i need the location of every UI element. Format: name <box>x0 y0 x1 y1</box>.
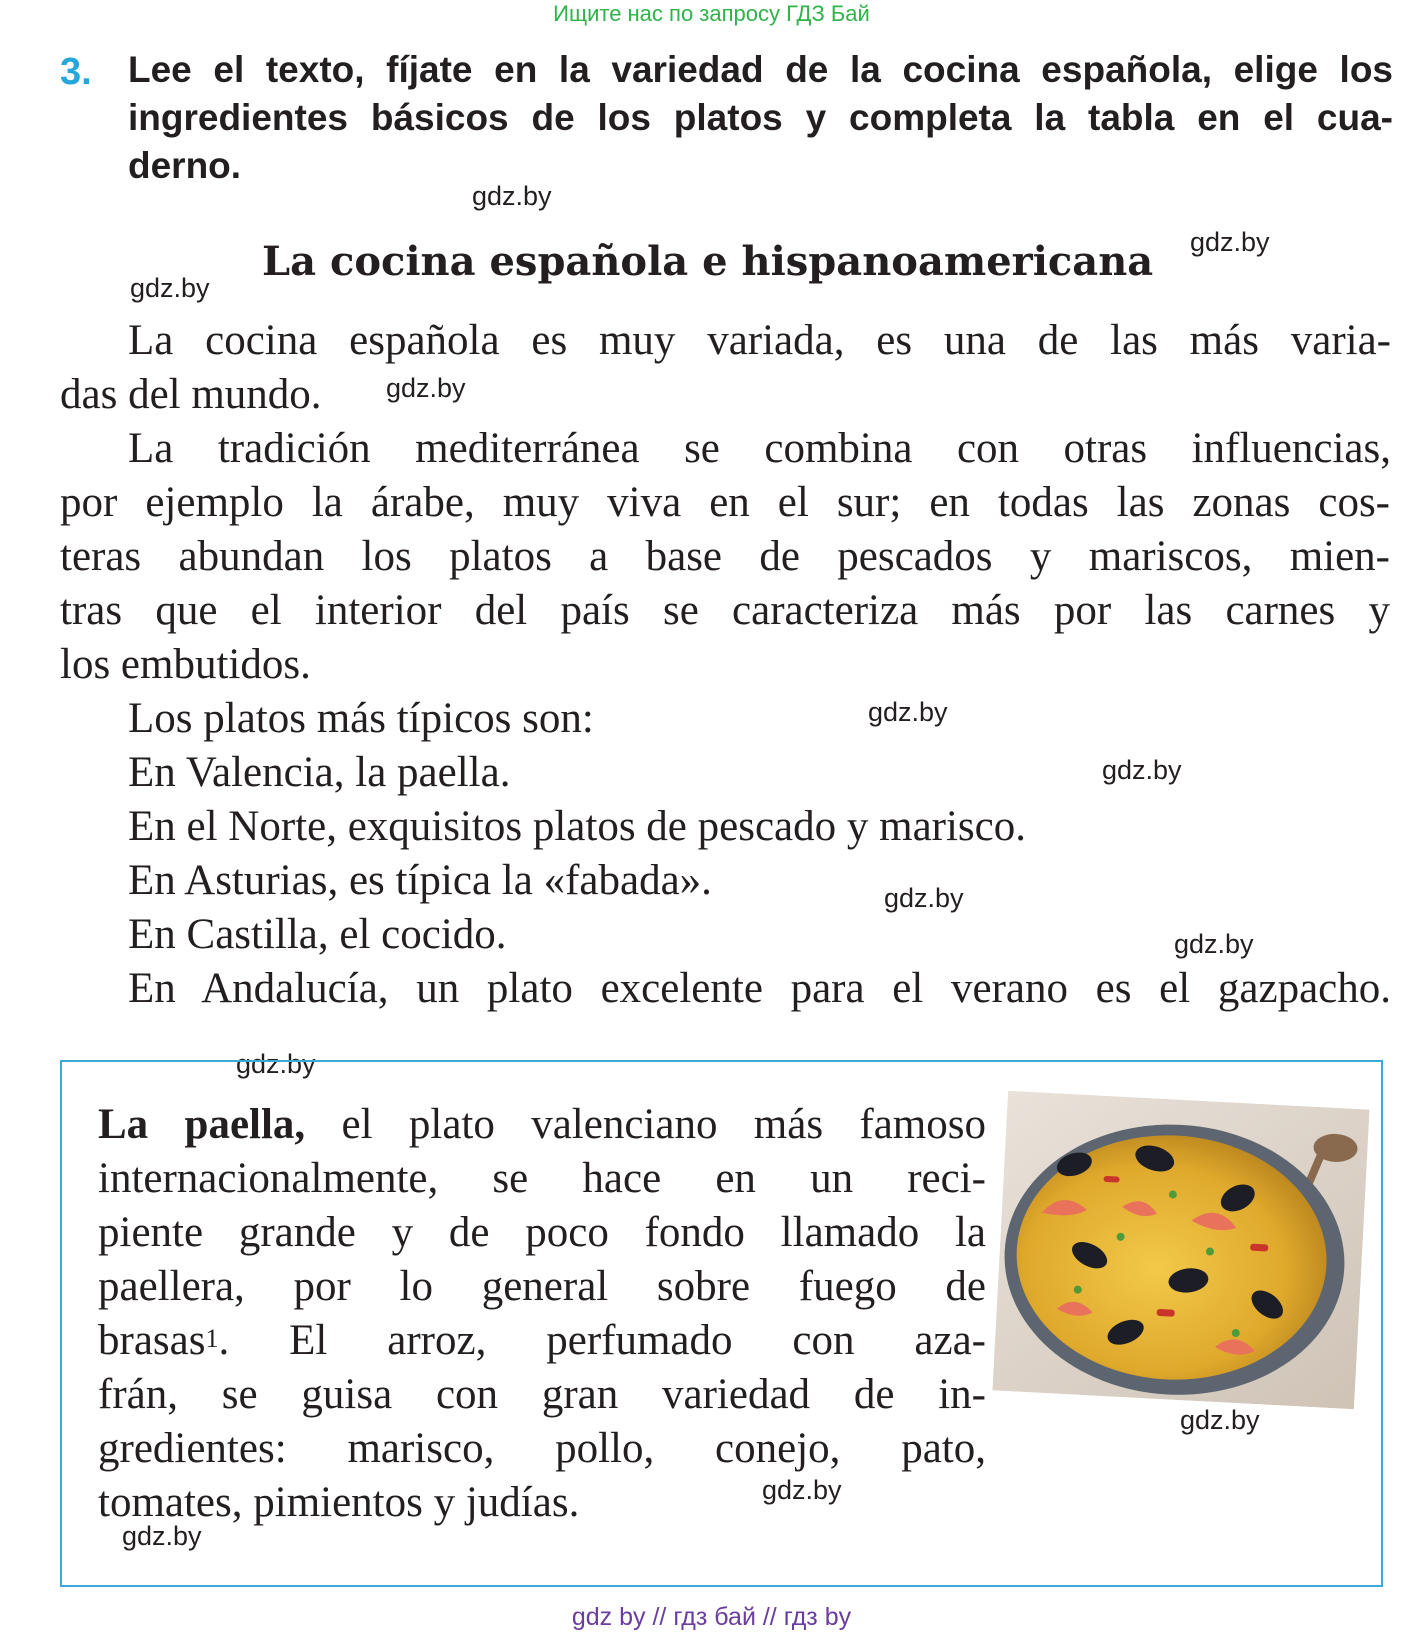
watermark: gdz.by <box>472 181 552 211</box>
body-line: La cocina española es muy variada, es una de las más varia- <box>128 317 1391 364</box>
body-line: En Castilla, el cocido. <box>128 911 507 958</box>
watermark: gdz.by <box>1190 227 1270 257</box>
watermark: gdz.by <box>762 1475 842 1505</box>
body-line: das del mundo. <box>60 371 322 418</box>
body-line: los embutidos. <box>60 641 311 688</box>
watermark: gdz.by <box>1102 755 1182 785</box>
reading-title: La cocina española e hispanoamericana <box>262 238 1154 285</box>
box-line-text: . El arroz, perfumado con aza- <box>218 1317 986 1364</box>
body-line: teras abundan los platos a base de pescados y mariscos, mien- <box>60 533 1390 580</box>
body-line: Los platos más típicos son: <box>128 695 594 742</box>
task-line-3: derno. <box>128 145 242 186</box>
body-line: por ejemplo la árabe, muy viva en el sur; en todas las zonas cos- <box>60 479 1390 526</box>
box-line: internacionalmente, se hace en un reci- <box>98 1155 986 1202</box>
body-line: tras que el interior del país se caracteriza más por las carnes y <box>60 587 1390 634</box>
task-line-2: ingredientes básicos de los platos y completa la tabla en el cua- <box>128 97 1393 138</box>
top-banner: Ищите нас по запросу ГДЗ Бай <box>553 1 870 26</box>
box-line-text: brasas <box>98 1317 206 1364</box>
body-line: En Asturias, es típica la «fabada». <box>128 857 712 904</box>
watermark: gdz.by <box>130 273 210 303</box>
box-line: gredientes: marisco, pollo, conejo, pato, <box>98 1425 986 1472</box>
paella-photo <box>992 1091 1369 1410</box>
watermark: gdz.by <box>122 1521 202 1551</box>
watermark: gdz.by <box>884 883 964 913</box>
watermark: gdz.by <box>868 697 948 727</box>
box-line <box>98 1314 986 1368</box>
paella-term: La paella, <box>98 1101 306 1148</box>
box-line-text: el plato valenciano más famoso <box>305 1101 986 1148</box>
watermark: gdz.by <box>1174 929 1254 959</box>
watermark: gdz.by <box>236 1049 316 1079</box>
box-line: piente grande y de poco fondo llamado la <box>98 1209 986 1256</box>
box-line: paellera, por lo general sobre fuego de <box>98 1263 986 1310</box>
body-line: En Andalucía, un plato excelente para el verano es el gazpacho. <box>128 965 1391 1012</box>
body-line: La tradición mediterránea se combina con otras influencias, <box>128 425 1391 472</box>
watermark: gdz.by <box>1180 1405 1260 1435</box>
footnote-mark: 1 <box>205 1324 219 1353</box>
footer-watermark: gdz by // гдз бай // гдз by <box>571 1603 852 1631</box>
box-line: frán, se guisa con gran variedad de in- <box>98 1371 986 1418</box>
watermark: gdz.by <box>386 373 466 403</box>
task-line-1: Lee el texto, fíjate en la variedad de la cocina española, elige los <box>128 49 1393 90</box>
box-line: tomates, pimientos y judías. <box>98 1479 580 1526</box>
body-line: En Valencia, la paella. <box>128 749 511 796</box>
task-number: 3. <box>60 51 92 93</box>
body-line: En el Norte, exquisitos platos de pescado y marisco. <box>128 803 1027 850</box>
box-line <box>98 1098 986 1152</box>
